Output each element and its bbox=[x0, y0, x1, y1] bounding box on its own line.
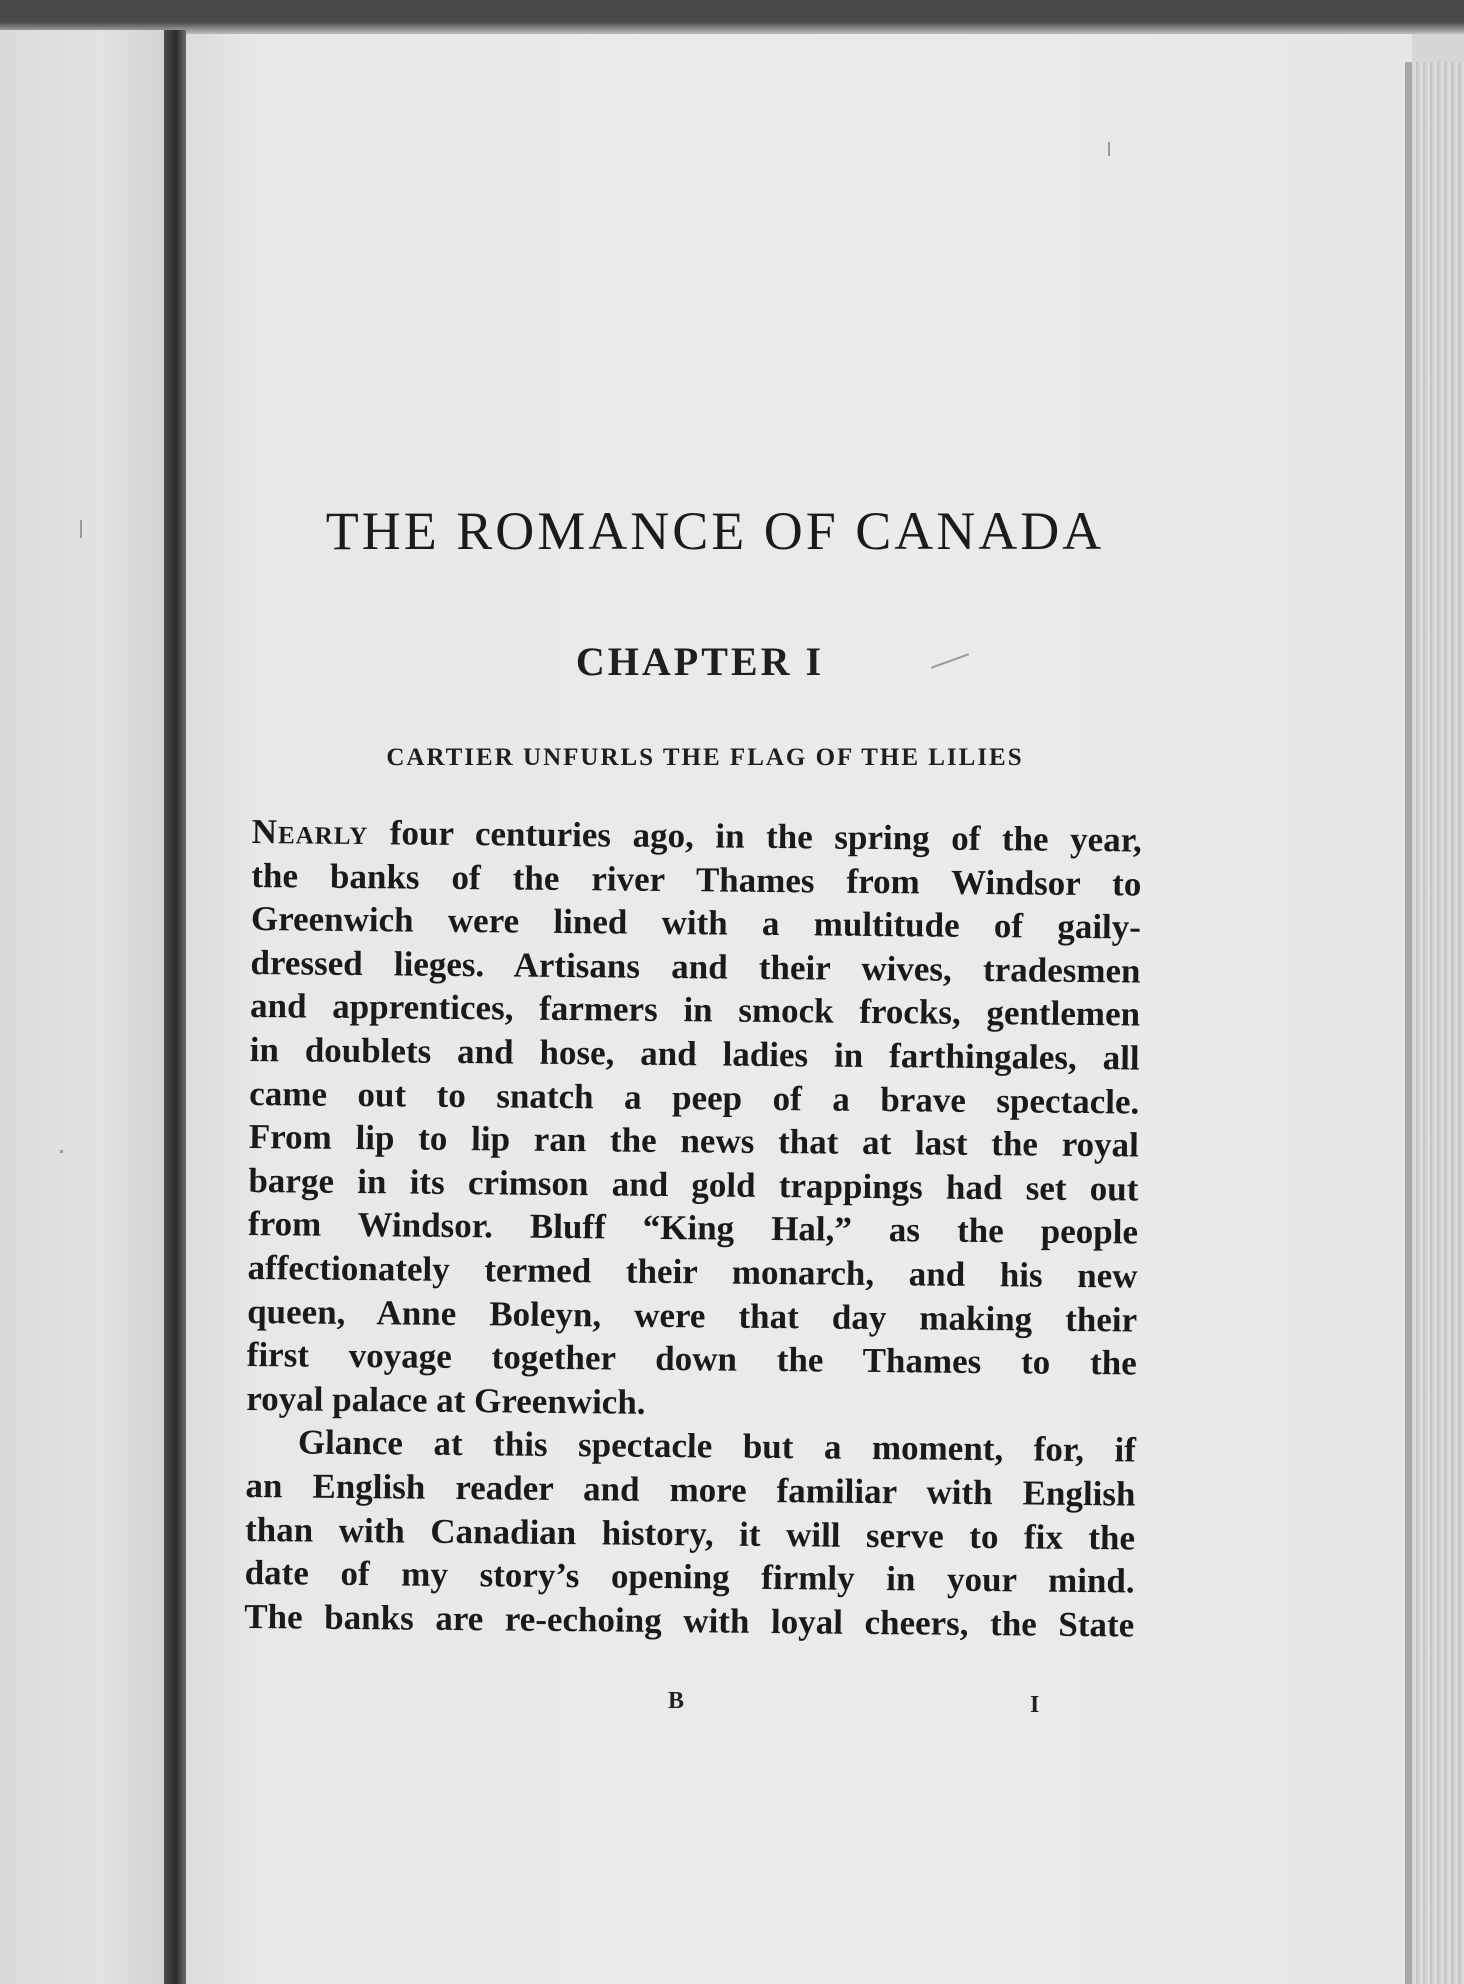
page-number: I bbox=[1030, 1692, 1040, 1718]
paragraph-1-line: in doublets and hose, and ladies in farthingales, all bbox=[249, 1029, 1140, 1078]
paragraph-2-line: Glance at this spectacle but a moment, for, if bbox=[297, 1422, 1137, 1470]
paragraph-1-line: barge in its crimson and gold trappings had set out bbox=[248, 1160, 1139, 1209]
paragraph-1-line: From lip to lip ran the news that at last the royal bbox=[248, 1117, 1140, 1165]
paragraph-1-line: from Windsor. Bluff “King Hal,” as the people bbox=[247, 1204, 1139, 1252]
paragraph-1-line: came out to snatch a peep of a brave spectacle. bbox=[249, 1073, 1140, 1122]
chapter-heading: CHAPTER I bbox=[575, 639, 825, 684]
drop-word: Nearly bbox=[251, 811, 369, 853]
left-page bbox=[0, 30, 166, 1984]
body-text bbox=[244, 810, 1142, 1647]
book-title: THE ROMANCE OF CANADA bbox=[325, 501, 1105, 561]
paragraph-1-line: royal palace at Greenwich. bbox=[246, 1378, 646, 1422]
page-edges bbox=[1412, 62, 1464, 1984]
paragraph-2-line: date of my story’s opening firmly in your mind. bbox=[244, 1553, 1135, 1601]
dust-speck bbox=[1108, 142, 1110, 156]
paragraph-1-line: first voyage together down the Thames to the bbox=[246, 1335, 1137, 1383]
paragraph-1-line: the banks of the river Thames from Windsor to bbox=[251, 855, 1142, 904]
paragraph-1-line: queen, Anne Boleyn, were that day making their bbox=[247, 1291, 1138, 1340]
chapter-subtitle: CARTIER UNFURLS THE FLAG OF THE LILIES bbox=[386, 744, 1024, 771]
paragraph-1-line: affectionately termed their monarch, and his new bbox=[247, 1247, 1138, 1296]
paragraph-1-line: Greenwich were lined with a multitude of gaily- bbox=[250, 899, 1142, 947]
paragraph-1-line: dressed lieges. Artisans and their wives, tradesmen bbox=[250, 942, 1141, 991]
dust-speck bbox=[60, 1150, 63, 1153]
paragraph-1-line-text: four centuries ago, in the spring of the year, bbox=[368, 813, 1142, 860]
paragraph-2-line: an English reader and more familiar with English bbox=[245, 1465, 1136, 1514]
book-gutter bbox=[164, 30, 186, 1984]
top-shadow bbox=[0, 0, 1464, 34]
paragraph-2-line: than with Canadian history, it will serve to fix the bbox=[244, 1509, 1136, 1558]
paragraph-2-line: The banks are re-echoing with loyal cheers, the State bbox=[244, 1596, 1135, 1645]
signature-mark: B bbox=[668, 1688, 685, 1714]
dust-speck bbox=[80, 520, 82, 538]
paragraph-1-line: and apprentices, farmers in smock frocks, gentlemen bbox=[249, 986, 1141, 1034]
